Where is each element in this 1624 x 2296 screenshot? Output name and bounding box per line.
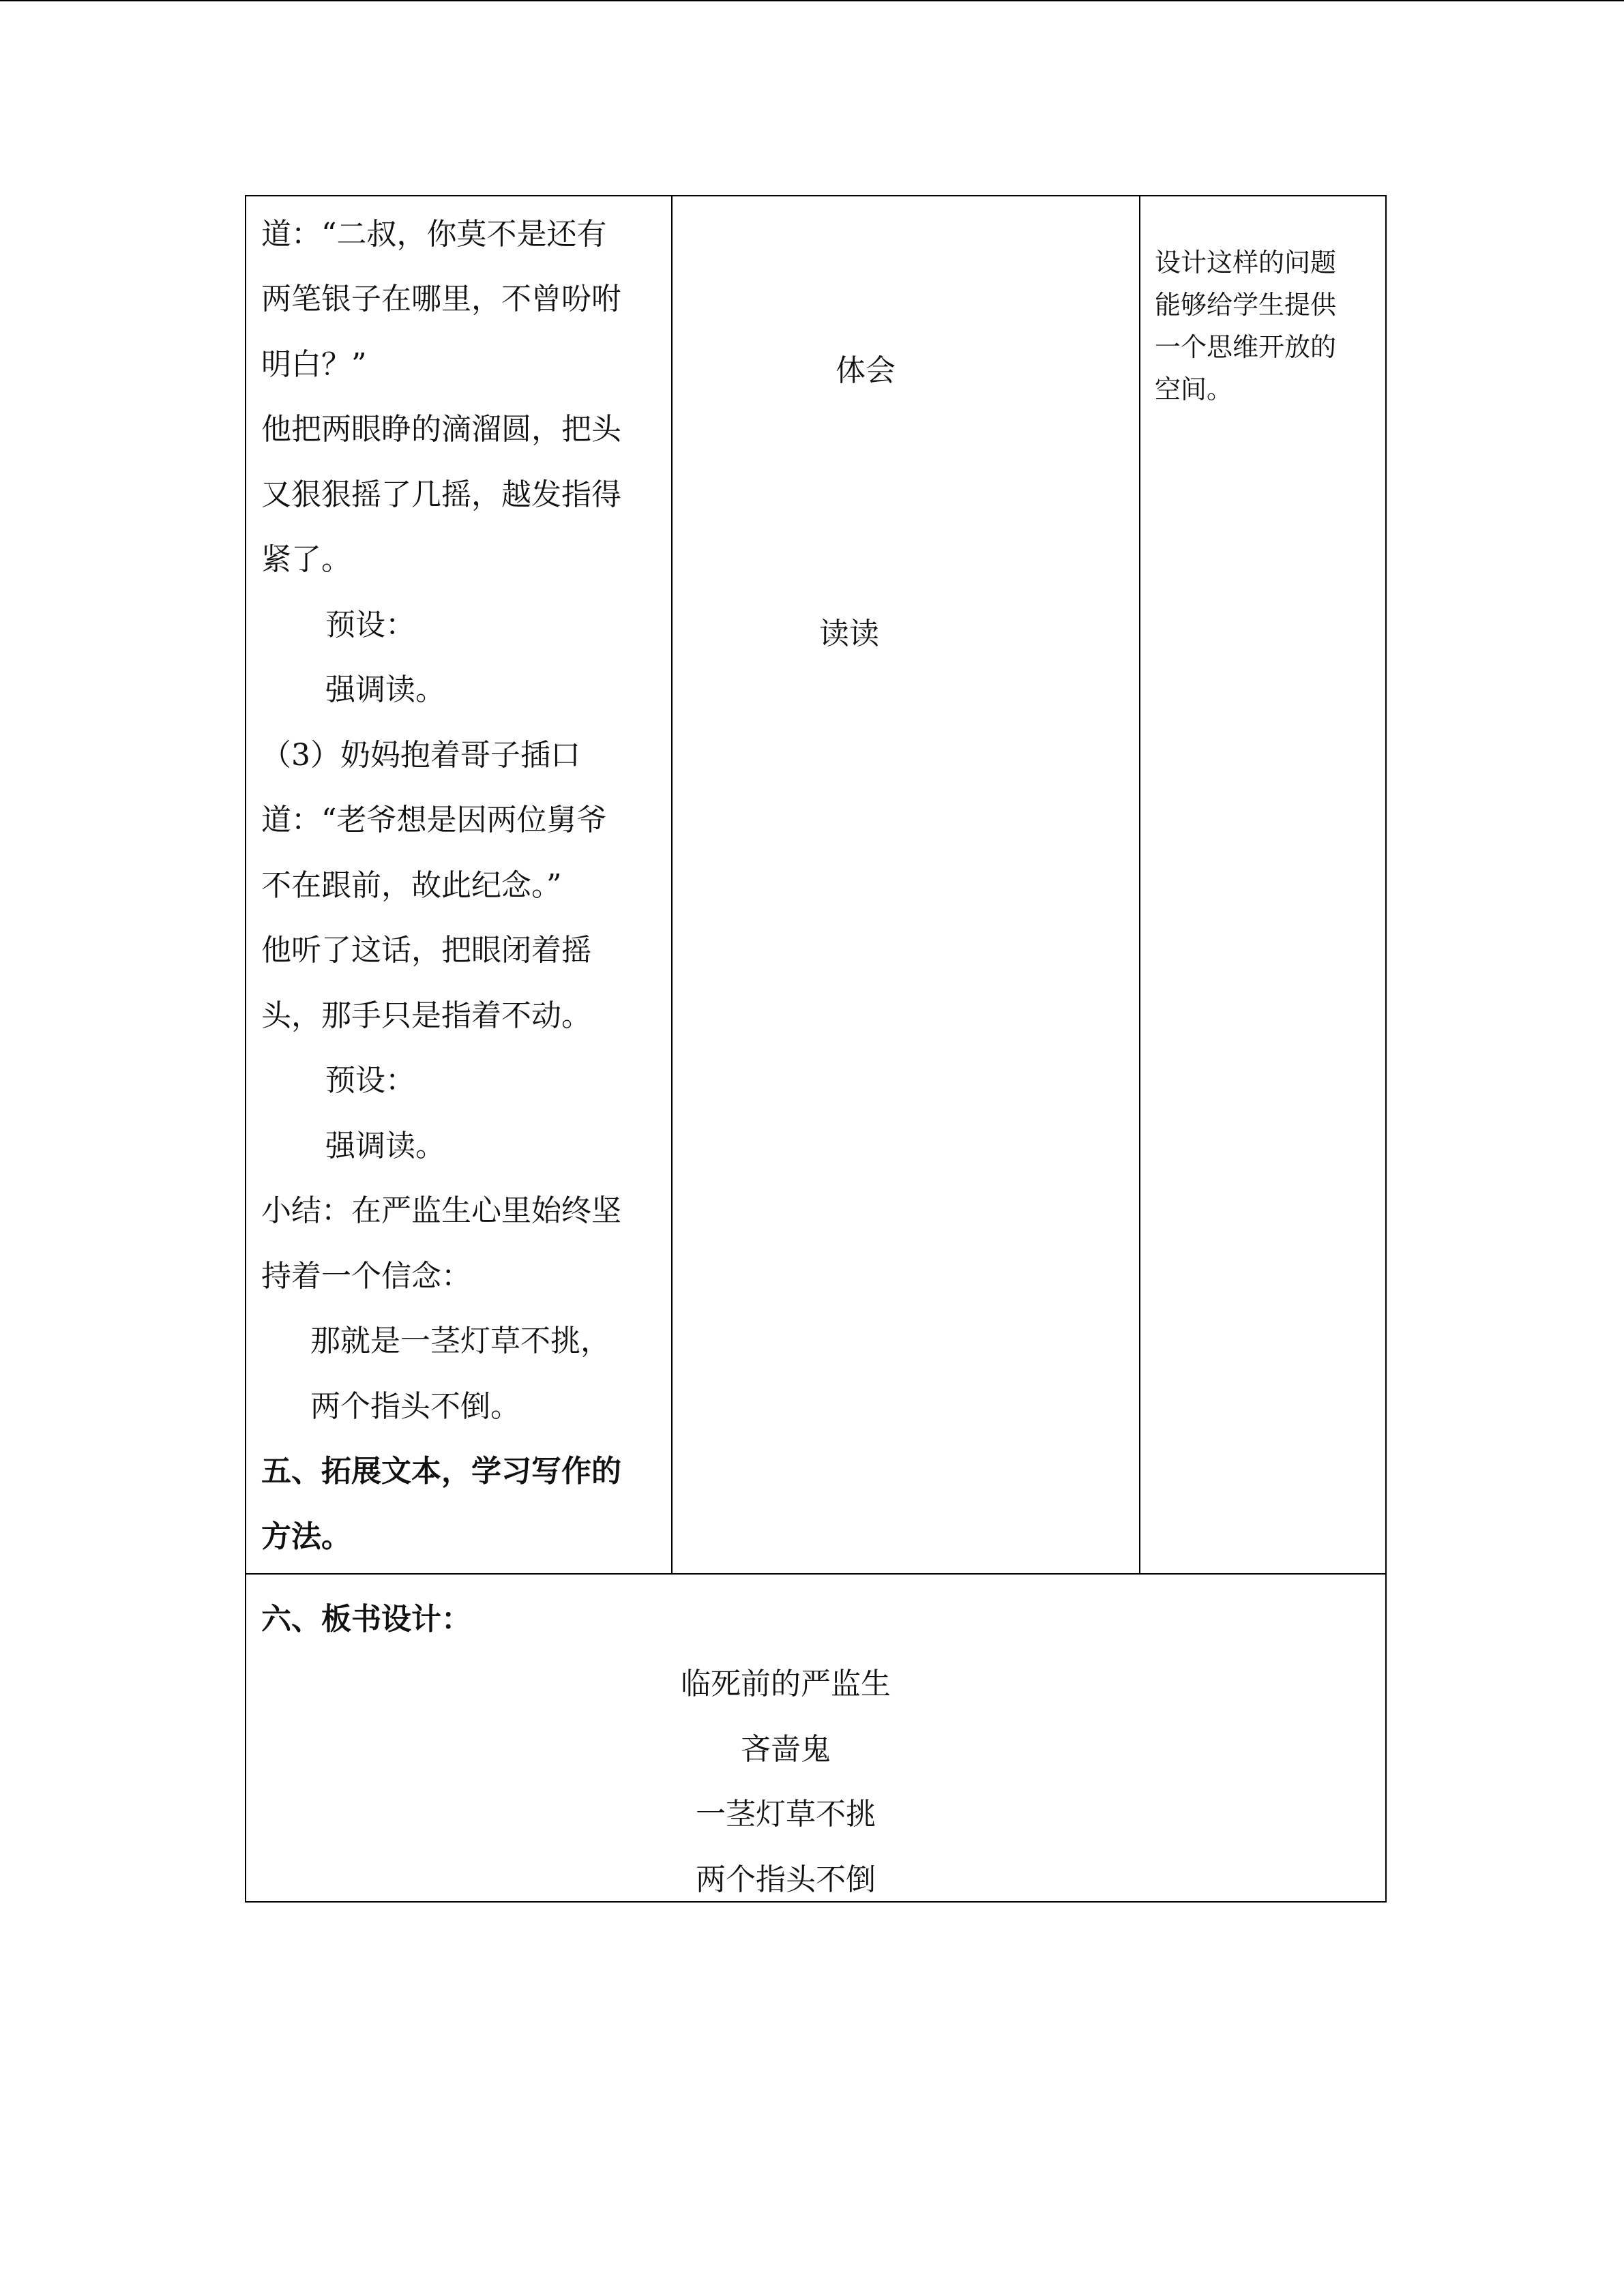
design-note-line: 一个思维开放的 bbox=[1155, 332, 1337, 362]
process-line: 他听了这话，把眼闭着摇 bbox=[261, 933, 591, 968]
board-line: 吝啬鬼 bbox=[741, 1732, 831, 1767]
process-line: 道：“老爷想是因两位舅爷 bbox=[261, 803, 607, 837]
board-line: 一茎灯草不挑 bbox=[696, 1797, 876, 1832]
page-top-rule bbox=[0, 0, 1624, 1]
summary-line: 两个指头不倒。 bbox=[310, 1389, 520, 1424]
activity-experience: 体会 bbox=[836, 353, 896, 388]
lesson-plan-table bbox=[245, 195, 1387, 1903]
emphasis-note: 强调读。 bbox=[325, 1129, 445, 1163]
process-line: （3）奶妈抱着哥子插口 bbox=[261, 738, 580, 773]
row-divider bbox=[246, 1573, 1385, 1575]
activity-read: 读读 bbox=[819, 616, 879, 651]
preset-label: 预设： bbox=[325, 608, 415, 642]
design-note-line: 设计这样的问题 bbox=[1155, 248, 1337, 278]
process-line: 紧了。 bbox=[261, 542, 351, 577]
summary-line: 持着一个信念： bbox=[261, 1259, 471, 1294]
process-line: 他把两眼睁的滴溜圆，把头 bbox=[261, 412, 621, 447]
process-line: 不在跟前，故此纪念。” bbox=[261, 868, 562, 903]
section-heading-5: 五、拓展文本，学习写作的 bbox=[261, 1454, 621, 1489]
column-divider-2 bbox=[1139, 196, 1140, 1573]
summary-line: 那就是一茎灯草不挑， bbox=[310, 1324, 610, 1358]
process-line: 又狠狠摇了几摇，越发指得 bbox=[261, 477, 621, 512]
board-line: 两个指头不倒 bbox=[696, 1862, 876, 1897]
board-title: 临死前的严监生 bbox=[681, 1667, 891, 1701]
design-note-line: 空间。 bbox=[1155, 374, 1233, 404]
emphasis-note: 强调读。 bbox=[325, 672, 445, 707]
design-note-line: 能够给学生提供 bbox=[1155, 290, 1337, 320]
process-line: 道：“二叔，你莫不是还有 bbox=[261, 217, 607, 252]
section-heading-5: 方法。 bbox=[261, 1519, 351, 1554]
process-line: 头，那手只是指着不动。 bbox=[261, 998, 591, 1033]
summary-line: 小结：在严监生心里始终坚 bbox=[261, 1193, 621, 1228]
column-divider-1 bbox=[671, 196, 673, 1573]
process-line: 明白？” bbox=[261, 347, 367, 382]
preset-label: 预设： bbox=[325, 1063, 415, 1098]
process-line: 两笔银子在哪里，不曾吩咐 bbox=[261, 282, 621, 316]
board-heading: 六、板书设计： bbox=[261, 1602, 471, 1637]
